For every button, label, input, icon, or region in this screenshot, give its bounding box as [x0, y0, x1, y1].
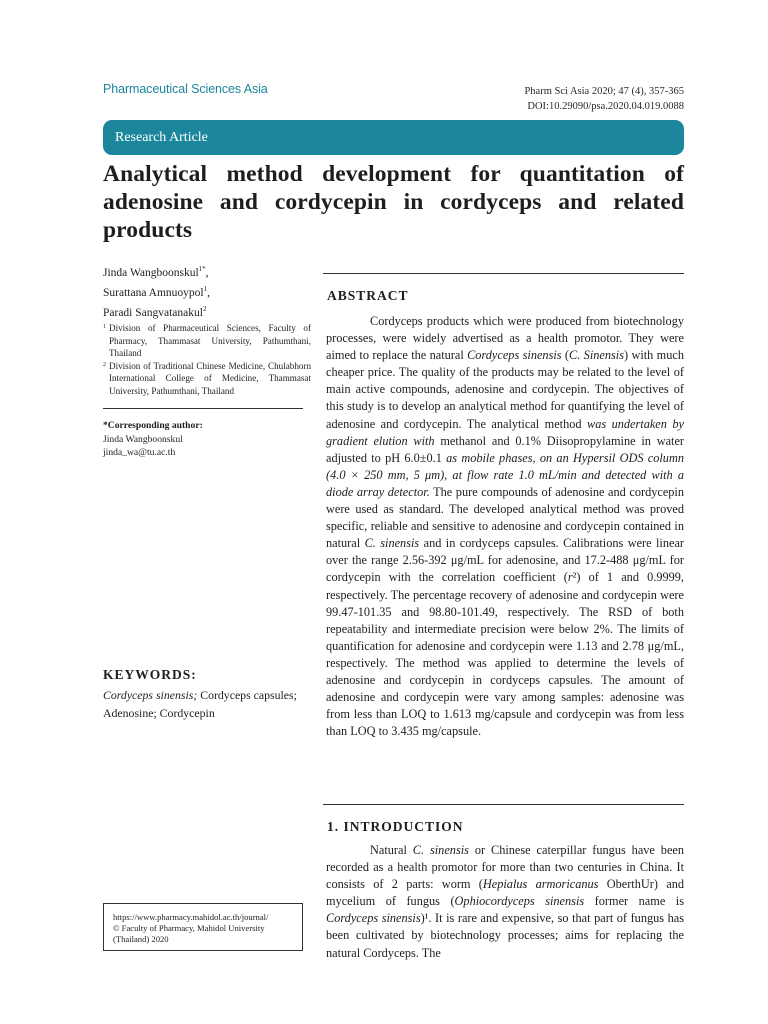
- citation-block: [524, 84, 684, 114]
- citation: Pharm Sci Asia 2020; 47 (4), 357-365: [524, 86, 684, 97]
- affiliations: [103, 322, 311, 397]
- corresponding-author: [103, 419, 203, 460]
- divider: [323, 804, 684, 805]
- author: Jinda Wangboonskul$^{1*}$,: [103, 265, 209, 279]
- introduction-text: Natural C. sinensis or Chinese caterpillar fungus have been recorded as a health promotor for more than two centuries in China. It consists of 2 parts: worm (Hepialus armoricanus OberthUr) and mycelium of fungus (Ophiocordyceps sinensis former name is Cordyceps sinensis)¹. It is rare and expensive, so that part of fungus has been cultivated by biotechnology processes; aims for replacing the natural Cordyceps. The: [326, 843, 685, 960]
- author: Surattana Amnuoypol$^1$,: [103, 284, 210, 299]
- corresponding-name: Jinda Wangboonskul: [103, 433, 183, 445]
- license-box: [103, 903, 303, 951]
- corresponding-heading: *Corresponding author:: [103, 420, 203, 431]
- license-text: © Faculty of Pharmacy, Mahidol University (Thailand) 2020: [113, 923, 265, 945]
- abstract-text: Cordyceps products which were produced from biotechnology processes, were widely advertised as a health promotor. They were aimed to replace the natural Cordyceps sinensis (C. Sinensis) with much cheaper price. The quality of the products may be related to the level of main active compounds, adenosine and cordycepin. The objectives of this study is to develop an analytical method for quantifying the level of adenosine and cordycepin. The analytical method was undertaken by gradient elution with methanol and 0.1% Diisopropylamine in water adjusted to pH 6.0±0.1 as mobile phases, on an Hypersil ODS column (4.0 × 250 mm, 5 μm), at flow rate 1.0 mL/min and detected with a diode array detector. The pure compounds of adenosine and cordycepin were used as standard. The developed analytical method was proved specific, reliable and sensitive to adenosine and cordycepin contained in natural C. sinensis and in cordyceps capsules. Calibrations were linear over the range 2.56-392 μg/mL for adenosine, and 17.2-488 μg/mL for cordycepin with the correlation coefficient (r²) of 1 and 0.9999, respectively. The percentage recovery of adenosine and cordycepin were 99.47-101.35 and 98.80-101.49, respectively. The RSD of both repeatability and intermediate precision were below 2%. The limits of quantification for adenosine and cordycepin were 1.13 and 2.78 μg/mL, respectively. The method was applied to determine the levels of adenosine and cordycepin in cordyceps capsules. The amount of adenosine and cordycepin were vary among samples: adenosine was from less than LOQ to 1.613 mg/capsule and cordycepin was from less than LOQ to 3.435 mg/capsule.: [326, 314, 685, 739]
- keywords-heading: KEYWORDS:: [103, 667, 197, 682]
- author: Paradi Sangvatanakul$^2$: [103, 304, 207, 319]
- author-list: [103, 261, 210, 320]
- corresponding-email: jinda_wa@tu.ac.th: [103, 447, 176, 458]
- affiliation-item: 1 Division of Pharmaceutical Sciences, Faculty of Pharmacy, Thammasat University, Pathumthani, Thailand: [103, 323, 311, 358]
- license-url: https://www.pharmacy.mahidol.ac.th/journal/: [113, 912, 269, 922]
- affiliation-item: 2 Division of Traditional Chinese Medicine, Chulabhorn International College of Medicine, Thammasat University, Pathumthani, Thailand: [103, 360, 311, 396]
- doi: DOI:10.29090/psa.2020.04.019.0088: [527, 101, 684, 112]
- article-type-banner: Research Article: [103, 120, 684, 155]
- divider: [323, 273, 684, 274]
- keyword-rest: Cordyceps capsules; Adenosine; Cordycepin: [103, 688, 297, 720]
- keyword-italic: Cordyceps sinensis;: [103, 688, 198, 702]
- divider: [103, 408, 303, 409]
- introduction-heading: 1. INTRODUCTION: [327, 819, 464, 834]
- keywords-text: [103, 686, 303, 722]
- article-title: Analytical method development for quantitation of adenosine and cordycepin in cordyceps and related products: [103, 161, 684, 243]
- journal-name: Pharmaceutical Sciences Asia: [103, 82, 268, 96]
- abstract-heading: ABSTRACT: [327, 288, 409, 303]
